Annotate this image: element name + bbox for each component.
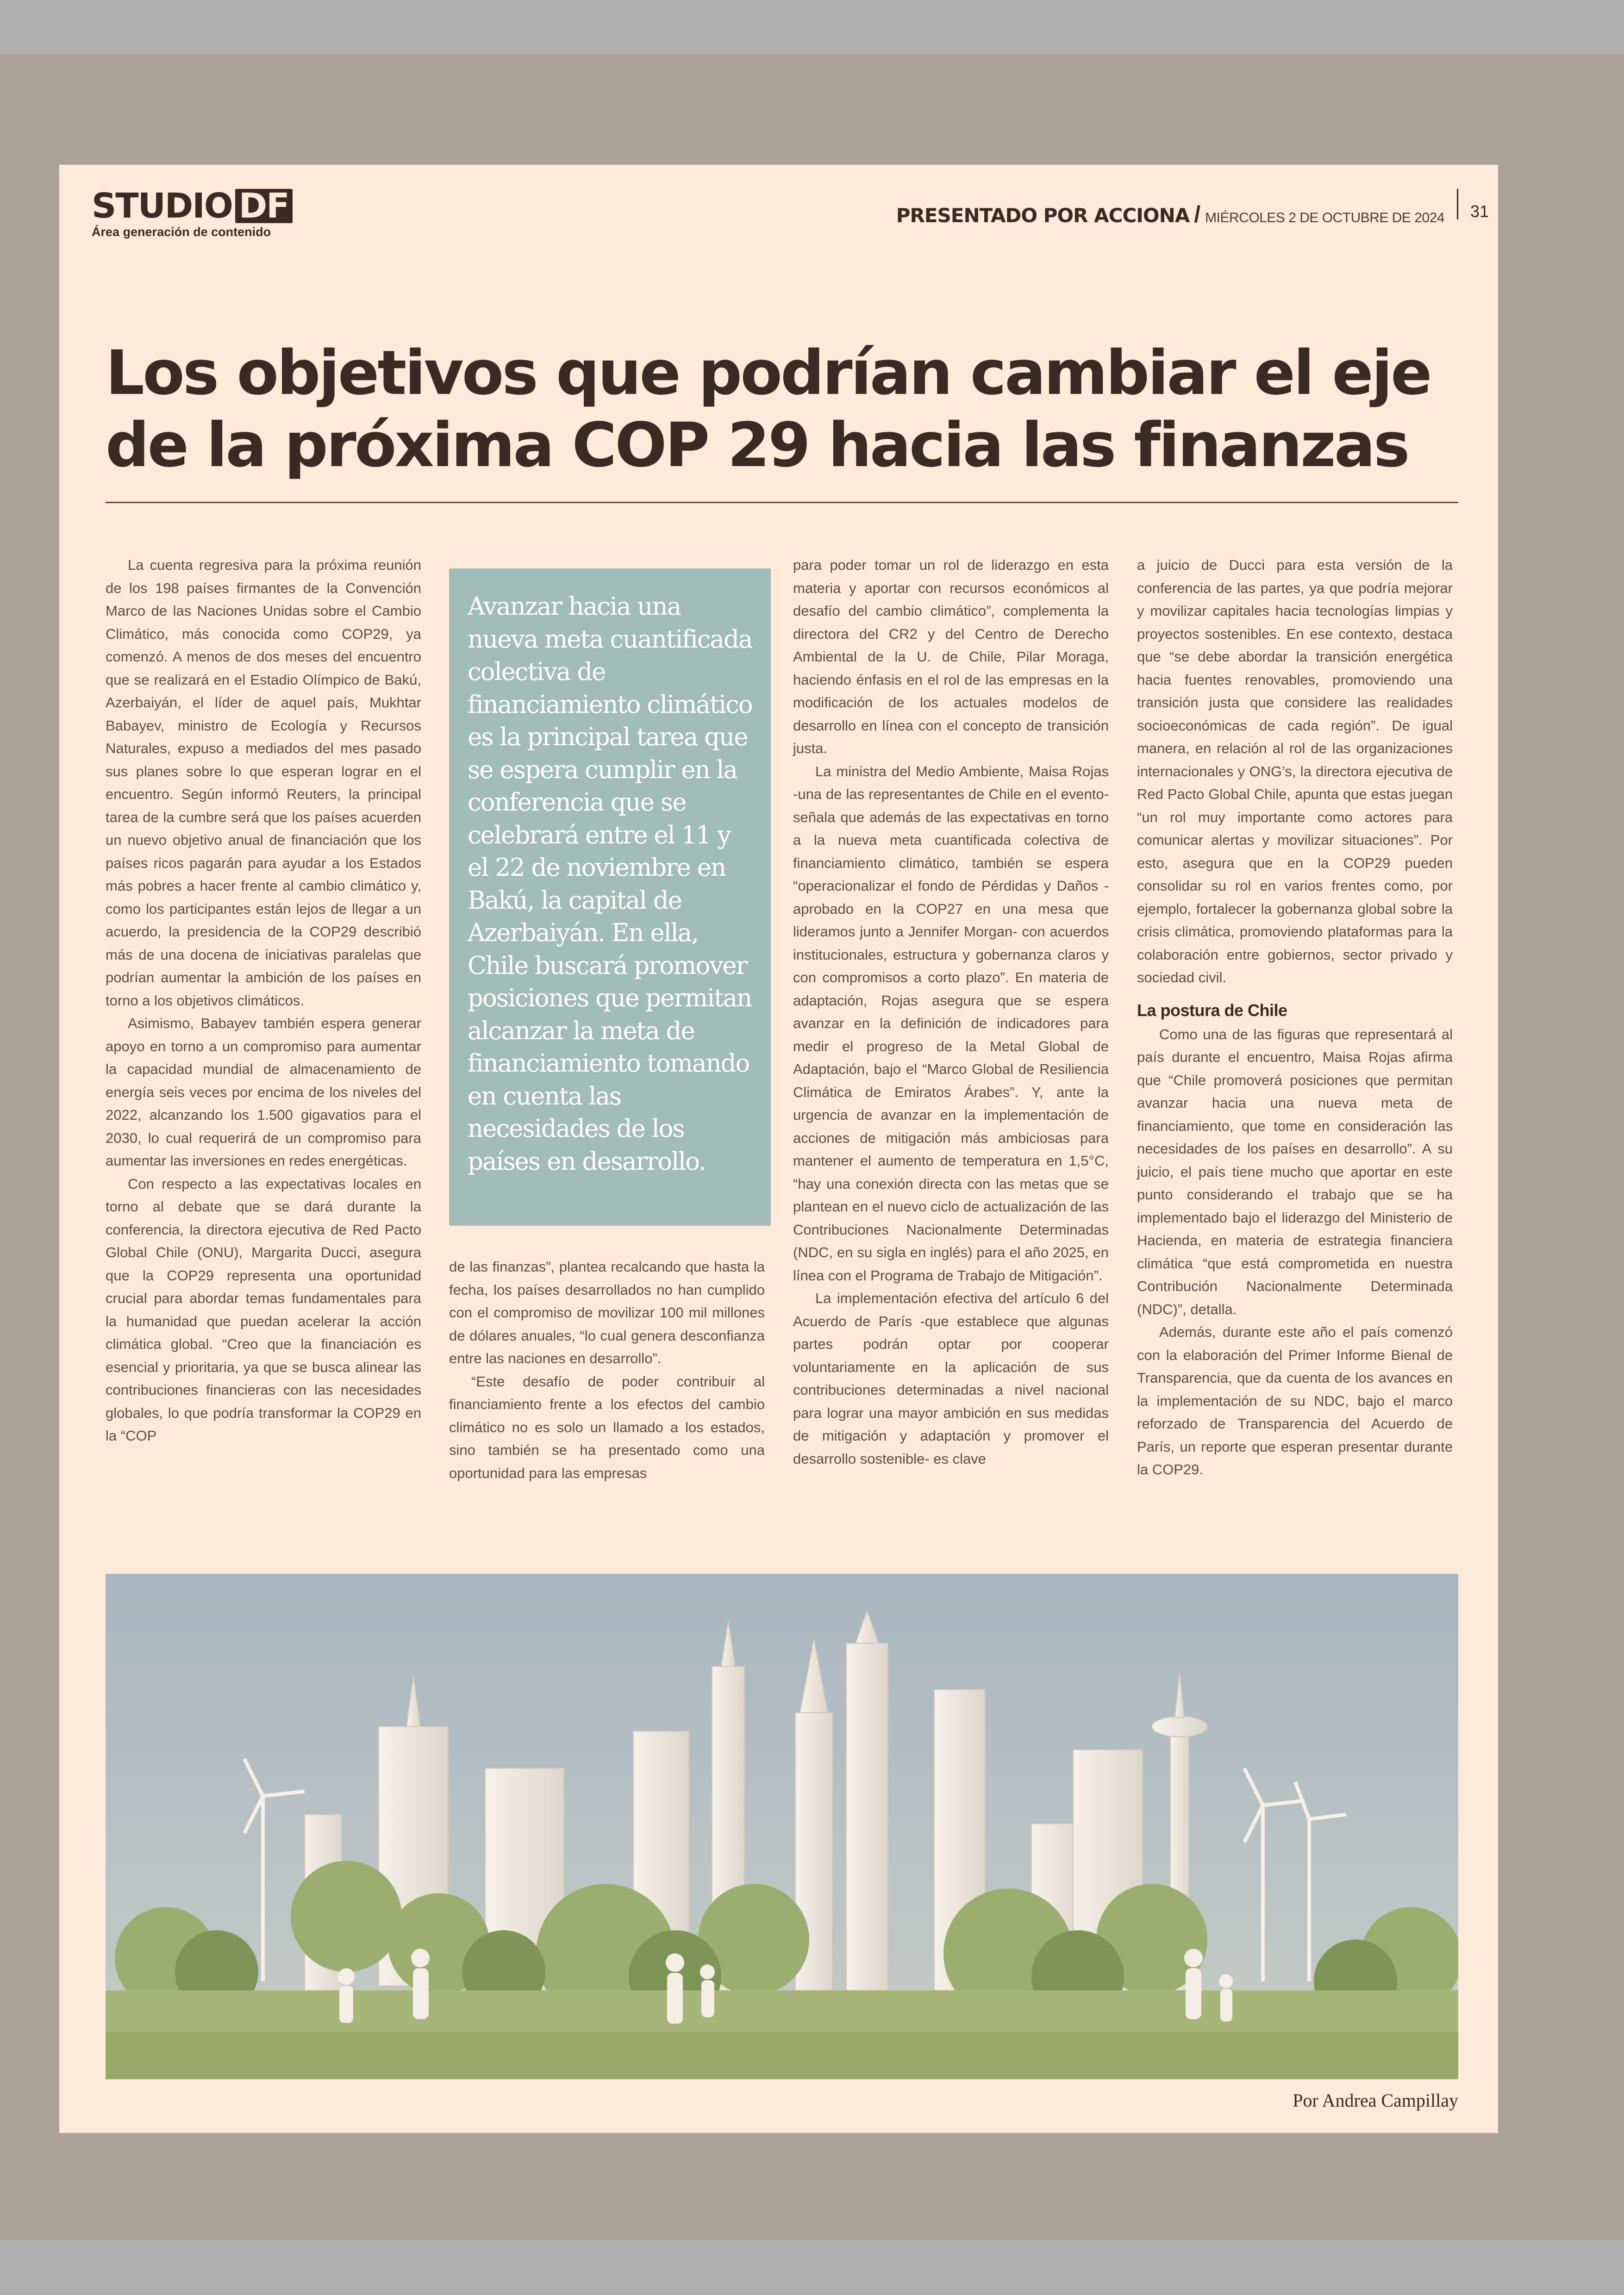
paragraph: La implementación efectiva del artículo 6 del Acuerdo de París -que establece que algunas partes podrán optar por cooperar voluntariamente en la aplicación de sus contribuciones determinadas a nivel nacional para lograr una mayor ambición en sus medidas de mitigación y adaptación y promover el desarrollo sostenible- es clave	[793, 1290, 1109, 1467]
column-1	[106, 554, 421, 1447]
sponsor-label: PRESENTADO POR ACCIONA	[896, 204, 1190, 227]
column-4	[1137, 554, 1453, 1481]
pull-quote-text: Avanzar hacia una nueva meta cuantificada colectiva de financiamiento climático es la principal tarea que se espera cumplir en la conferencia que se celebrará entre el 11 y el 22 de noviembre en Bakú, la capital de Azerbaiyán. En ella, Chile buscará promover posiciones que permitan alcanzar la meta de financiamiento tomando en cuenta las necesidades de los países en desarrollo.	[468, 592, 752, 1176]
paragraph: Con respecto a las expectativas locales en torno al debate que se dará durante la conferencia, la directora ejecutiva de Red Pacto Global Chile (ONU), Margarita Ducci, asegura que la COP29 representa una oportunidad crucial para abordar temas fundamentales para la humanidad que puedan acelerar la acción climática global. “Creo que la financiación es esencial y prioritaria, ya que se busca alinear las contribuciones financieras con las necesidades globales, lo que podría transformar la COP29 en la “COP	[106, 1175, 421, 1444]
page-number: 31	[1470, 202, 1489, 221]
header-divider	[1457, 189, 1458, 219]
logo-wordmark	[92, 186, 293, 226]
page-header	[59, 165, 1498, 262]
column-3	[793, 554, 1109, 1470]
article-headline: Los objetivos que podrían cambiar el eje de la próxima COP 29 hacia las finanzas	[106, 337, 1430, 481]
author-credit: Por Andrea Campillay	[1293, 2090, 1458, 2111]
paragraph: Asimismo, Babayev también espera generar apoyo en torno a un compromiso para aumentar la capacidad mundial de almacenamiento de energía seis veces por encima de los niveles del 2022, alcanzando los 1.500 gigavatios para el 2030, lo cual requerirá de un compromiso para aumentar las inversiones en redes energéticas.	[106, 1015, 421, 1169]
paragraph: Además, durante este año el país comenzó con la elaboración del Primer Informe Bienal de Transparencia, que da cuenta de los avances en la implementación de su NDC, bajo el marco reforzado de Transparencia del Acuerdo de París, un reporte que esperan presentar durante la COP29.	[1137, 1324, 1453, 1478]
paragraph: para poder tomar un rol de liderazgo en esta materia y aportar con recursos económicos al desafío del cambio climático”, complementa la directora del CR2 y del Centro de Derecho Ambiental de la U. de Chile, Pilar Moraga, haciendo énfasis en el rol de las empresas en la modificación de los actuales modelos de desarrollo en línea con el concepto de transición justa.	[793, 557, 1109, 756]
headline-rule	[106, 502, 1458, 503]
pull-quote-box	[449, 568, 771, 1226]
issue-date: MIÉRCOLES 2 DE OCTUBRE DE 2024	[1205, 210, 1444, 225]
paragraph: “Este desafío de poder contribuir al financiamiento frente a los efectos del cambio climático no es solo un llamado a los estados, sino también se ha presentado como una oportunidad para las empresas	[449, 1373, 765, 1481]
column-2	[449, 1255, 765, 1484]
paragraph: de las finanzas”, plantea recalcando que hasta la fecha, los países desarrollados no han cumplido con el compromiso de movilizar 100 mil millones de dólares anuales, “lo cual genera desconfianza entre las naciones en desarrollo”.	[449, 1259, 765, 1366]
header-separator: /	[1194, 201, 1201, 227]
header-meta	[896, 201, 1444, 228]
studio-df-logo	[92, 186, 293, 239]
paragraph: La ministra del Medio Ambiente, Maisa Rojas -una de las representantes de Chile en el evento- señala que además de las expectativas en torno a la nueva meta cuantificada colectiva de financiamiento climático, también se espera “operacionalizar el fondo de Pérdidas y Daños -aprobado en la COP27 en una mesa que lideramos junto a Jennifer Morgan- con acuerdos institucionales, estructura y gobernanza claros y con compromisos a corto plazo”. En materia de adaptación, Rojas asegura que se espera avanzar en la definición de indicadores para medir el progreso de la Metal Global de Adaptación, bajo el “Marco Global de Resiliencia Climática de Emiratos Árabes”. Y, ante la urgencia de avanzar en la implementación de acciones de mitigación más ambiciosas para mantener el aumento de temperatura en 1,5°C, “hay una conexión directa con las metas que se plantean en el nuevo ciclo de actualización de las Contribuciones Nacionalmente Determinadas (NDC, en su sigla en inglés) para el año 2025, en línea con el Programa de Trabajo de Mitigación”.	[793, 763, 1109, 1284]
city-illustration	[106, 1574, 1458, 2079]
newspaper-page	[59, 165, 1498, 2133]
section-subheading: La postura de Chile	[1137, 1000, 1287, 1020]
logo-text: STUDIO	[92, 186, 232, 226]
paragraph: Como una de las figuras que representará al país durante el encuentro, Maisa Rojas afirma que “Chile promoverá posiciones que permitan avanzar hacia una nueva meta de financiamiento, que tome en consideración las necesidades de los países en desarrollo”. A su juicio, el país tiene mucho que aportar en este punto considerando el trabajo que se ha implementado bajo el liderazgo del Ministerio de Hacienda, en materia de estrategia financiera climática “que está comprometida en nuestra Contribución Nacionalmente Determinada (NDC)”, detalla.	[1137, 1026, 1453, 1317]
logo-subtitle: Área generación de contenido	[92, 225, 271, 239]
paragraph: La cuenta regresiva para la próxima reunión de los 198 países firmantes de la Convención Marco de las Naciones Unidas sobre el Cambio Climático, más conocida como COP29, ya comenzó. A menos de dos meses del encuentro que se realizará en el Estadio Olímpico de Bakú, Azerbaiyán, el líder de aquel país, Mukhtar Babayev, ministro de Ecología y Recursos Naturales, expuso a mediados del mes pasado sus planes sobre lo que esperan lograr en el encuentro. Según informó Reuters, la principal tarea de la cumbre será que los países acuerden un nuevo objetivo anual de financiación que los países ricos pagarán para ayudar a los Estados más pobres a hacer frente al cambio climático y, como los participantes están lejos de llegar a un acuerdo, la presidencia de la COP29 describió más de una docena de iniciativas paralelas que podrían aumentar la ambición de los países en torno a los objetivos climáticos.	[106, 557, 421, 1009]
logo-box-text: DF	[235, 189, 293, 223]
paragraph: a juicio de Ducci para esta versión de la conferencia de las partes, ya que podría mejorar y movilizar capitales hacia tecnologías limpias y proyectos sostenibles. En ese contexto, destaca que “se debe abordar la transición energética hacia fuentes renovables, promoviendo una transición justa que considere las realidades socioeconómicas de cada región”. De igual manera, en relación al rol de las organizaciones internacionales y ONG’s, la directora ejecutiva de Red Pacto Global Chile, apunta que estas juegan “un rol muy importante como actores para comunicar alertas y movilizar situaciones”. Por esto, asegura que en la COP29 pueden consolidar su rol en varios frentes como, por ejemplo, fortalecer la gobernanza global sobre la crisis climática, promoviendo plataformas para la colaboración entre gobiernos, sector privado y sociedad civil.	[1137, 557, 1453, 985]
